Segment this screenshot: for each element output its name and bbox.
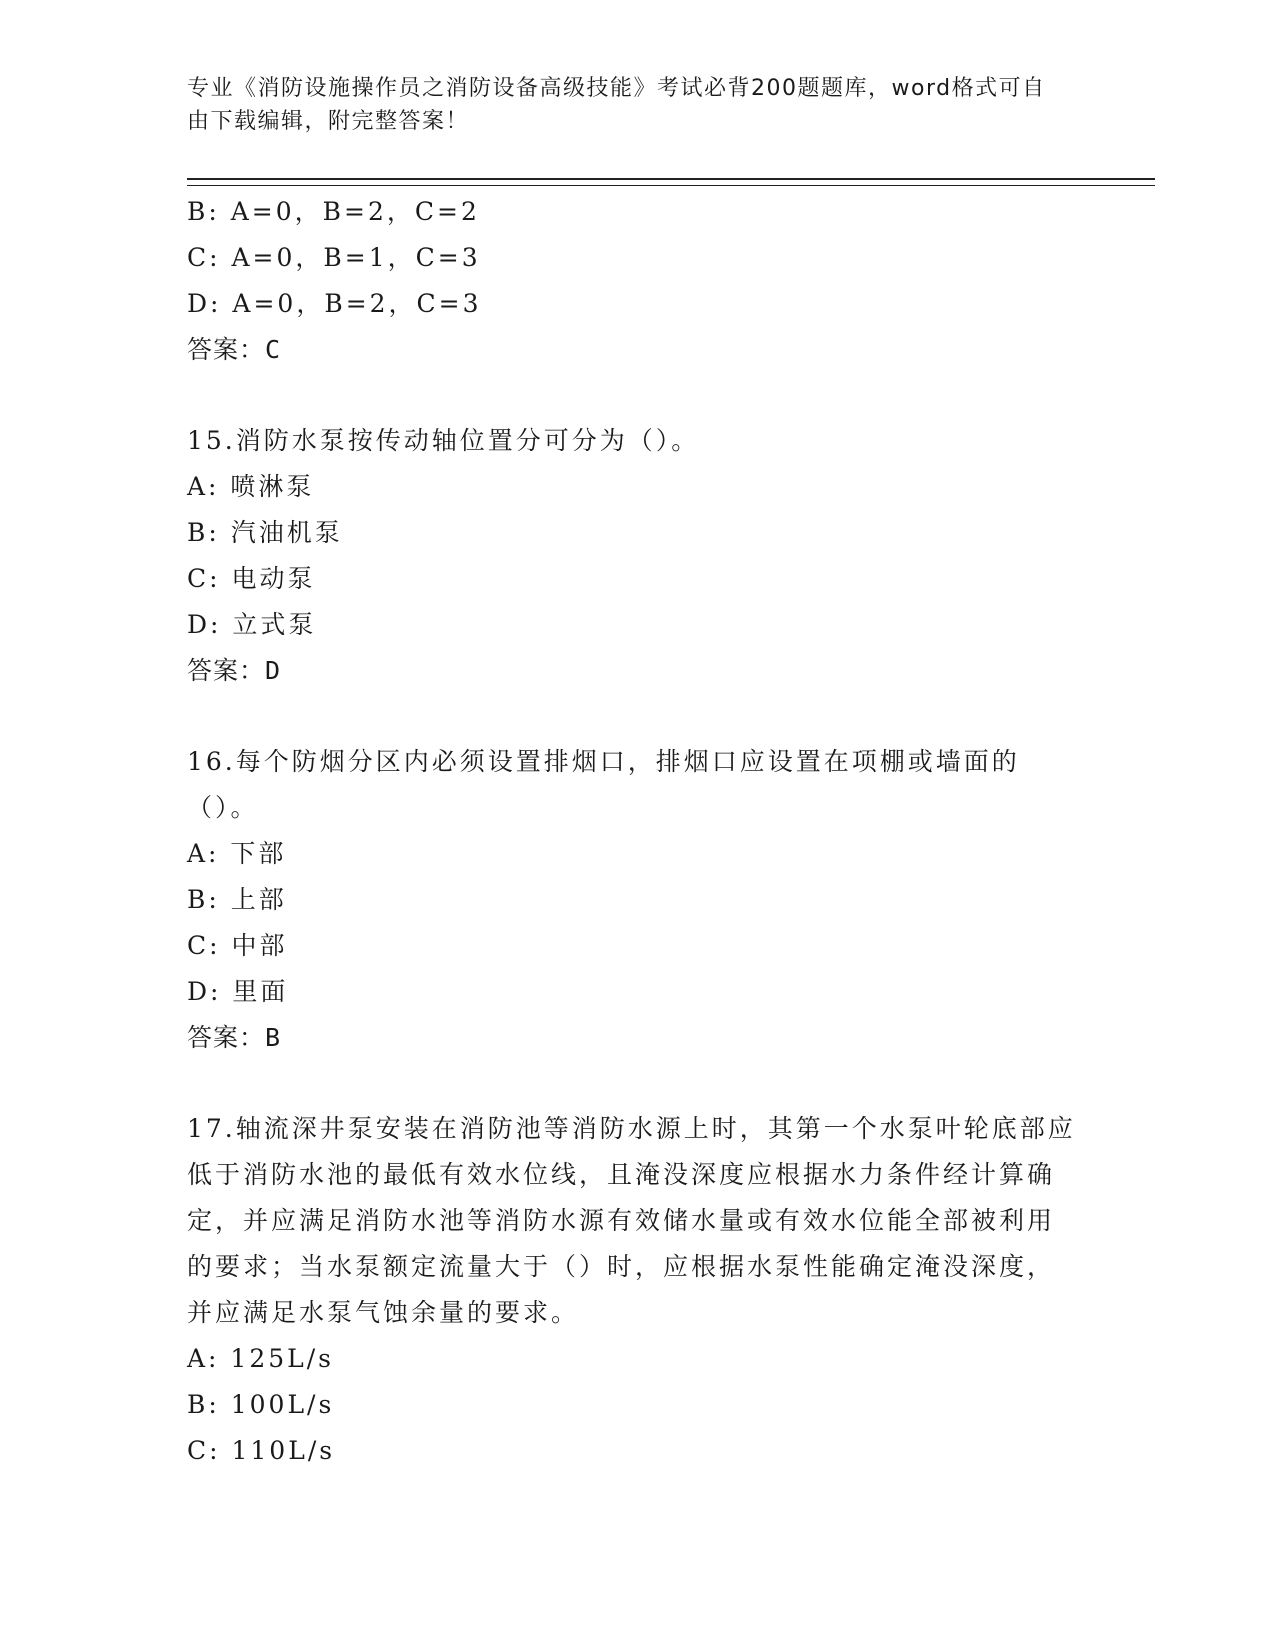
answer-value: B [265, 1023, 282, 1052]
question-stem: 17.轴流深井泵安装在消防池等消防水源上时，其第一个水泵叶轮底部应低于消防水池的最低有效水位线，且淹没深度应根据水力条件经计算确定，并应满足消防水池等消防水源有效储水量或有效水位能全部被利用的要求；当水泵额定流量大于（）时，应根据水泵性能确定淹没深度，并应满足水泵气蚀余量的要求。 [187, 1114, 1076, 1327]
option-b: B: 汽油机泵 [187, 518, 343, 547]
answer-line [187, 1015, 1077, 1061]
option-b: B: 100L/s [187, 1390, 335, 1419]
answer-value: D [265, 656, 282, 685]
answer-line [187, 327, 1077, 373]
option-b: B: 上部 [187, 885, 287, 914]
header-divider [187, 178, 1155, 186]
option-c: C: 电动泵 [187, 564, 316, 593]
document-header: 专业《消防设施操作员之消防设备高级技能》考试必背200题题库，word格式可自由下载编辑，附完整答案！ [187, 76, 1046, 134]
option-a: A: 下部 [187, 839, 287, 868]
option-d: D: A=0，B=2，C=3 [187, 289, 482, 318]
question-15 [187, 418, 1077, 694]
answer-label: 答案： [187, 335, 266, 364]
option-a: A: 125L/s [187, 1344, 334, 1373]
option-d: D: 里面 [187, 977, 289, 1006]
option-c: C: A=0，B=1，C=3 [187, 243, 481, 272]
option-c: C: 中部 [187, 931, 288, 960]
question-list [187, 189, 1077, 1474]
question-stem: 15.消防水泵按传动轴位置分可分为（）。 [187, 426, 700, 455]
question-stem: 16.每个防烟分区内必须设置排烟口，排烟口应设置在项棚或墙面的（）。 [187, 747, 1020, 822]
answer-value: C [265, 335, 282, 364]
option-d: D: 立式泵 [187, 610, 317, 639]
option-a: A: 喷淋泵 [187, 472, 315, 501]
question-14-tail [187, 189, 1077, 373]
option-b: B: A=0，B=2，C=2 [187, 197, 480, 226]
option-c: C: 110L/s [187, 1436, 336, 1465]
answer-label: 答案： [187, 1023, 266, 1052]
question-17 [187, 1106, 1077, 1474]
answer-label: 答案： [187, 656, 266, 685]
answer-line [187, 648, 1077, 694]
question-16 [187, 739, 1077, 1061]
